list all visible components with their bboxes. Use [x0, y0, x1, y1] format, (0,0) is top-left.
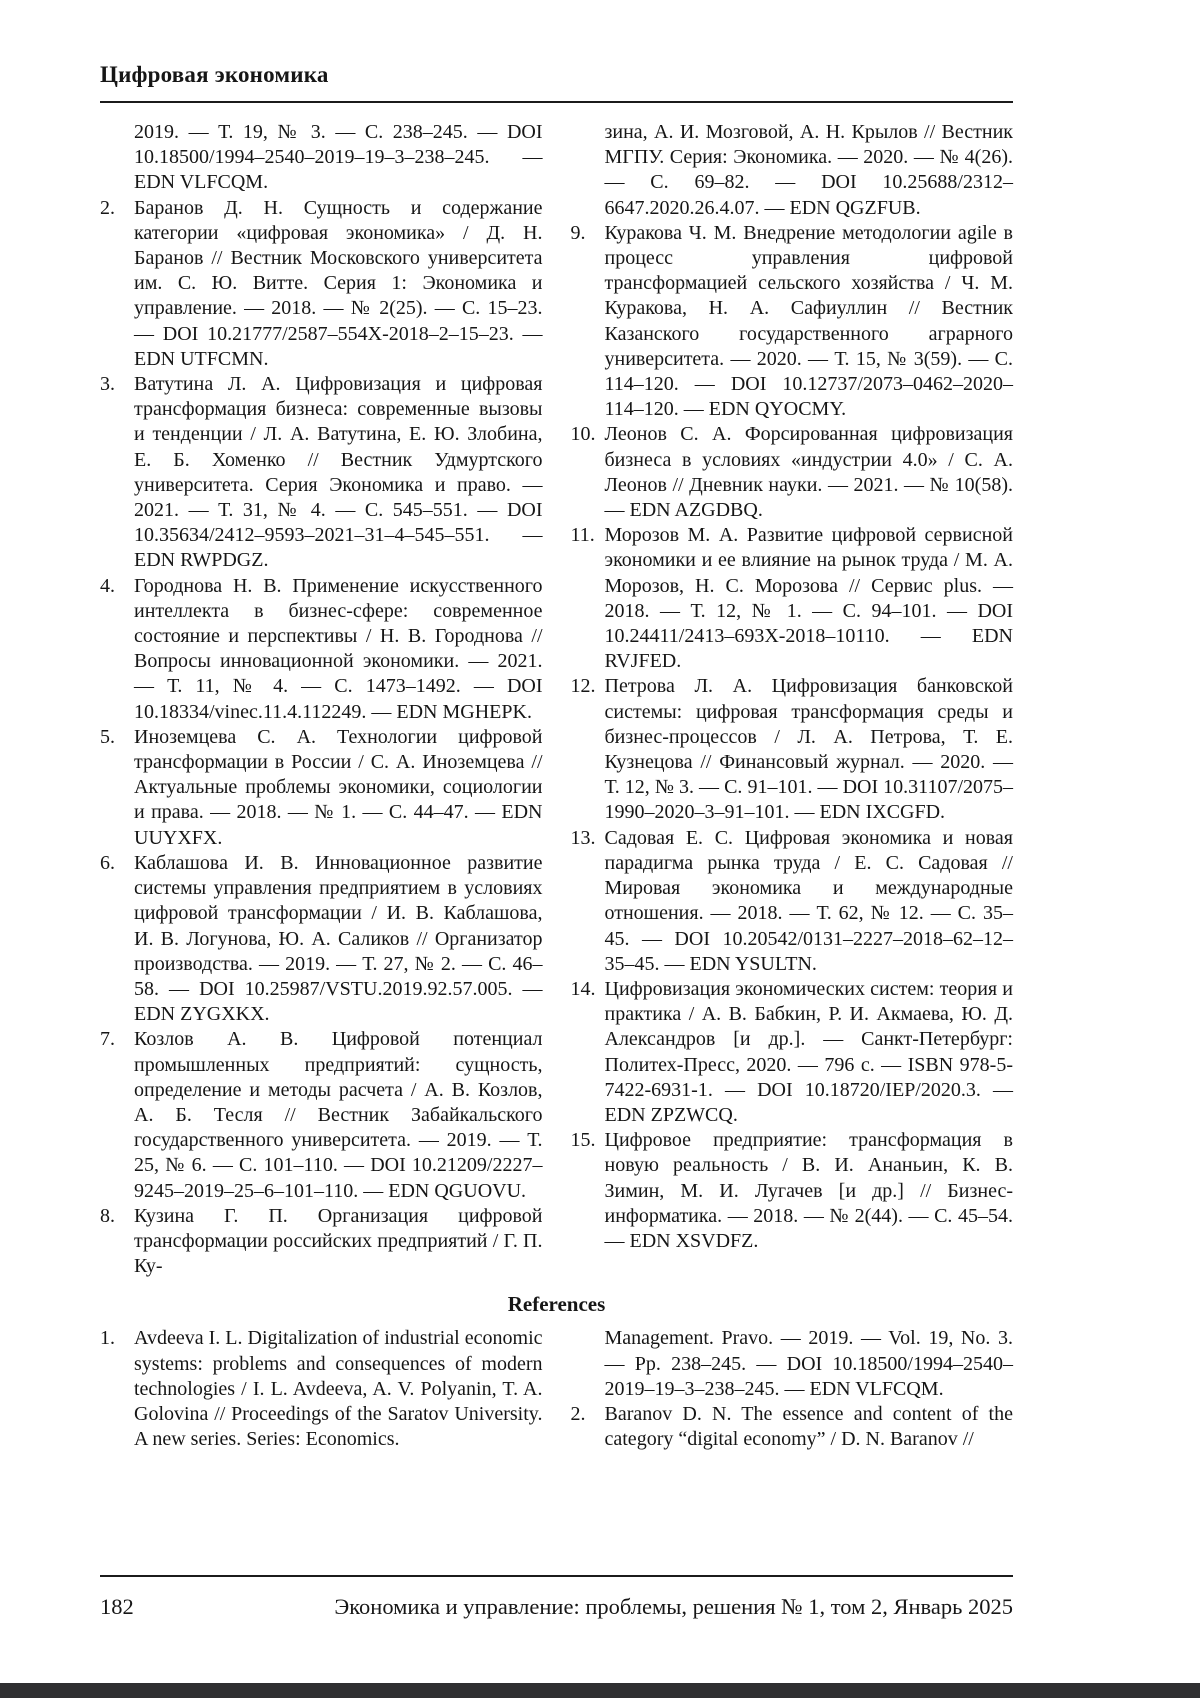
reference-number: 5.	[100, 725, 115, 748]
page-number: 182	[100, 1594, 134, 1619]
reference-entry	[571, 674, 1014, 825]
reference-text: Куракова Ч. М. Внедрение методологии agile в процесс управления цифровой трансформацией сельского хозяйства / Ч. М. Куракова, Н. А. Сафиуллин // Вестник Казанского государственного аграрного университета. — 2020. — Т. 15, № 3(59). — С. 114–120. — DOI 10.12737/2073–0462–2020–114–120. — EDN QYOCMY.	[604, 221, 1013, 421]
reference-text: Цифровое предприятие: трансформация в новую реальность / В. И. Ананьин, К. В. Зимин, М. И. Лугачев [и др.] // Бизнес-информатика. — 2018. — № 2(44). — С. 45–54. — EDN XSVDFZ.	[604, 1129, 1013, 1252]
left-column	[100, 1326, 543, 1452]
page-footer	[100, 1575, 1013, 1620]
reference-text: Каблашова И. В. Инновационное развитие системы управления предприятием в условиях цифровой трансформации / И. В. Каблашова, И. В. Логунова, Ю. А. Саликов // Организатор производства. — 2019. — Т. 27, № 2. — С. 46–58. — DOI 10.25987/VSTU.2019.92.57.005. — EDN ZYGXKX.	[134, 851, 543, 1026]
reference-number: 6.	[100, 851, 115, 874]
reference-text: Кузина Г. П. Организация цифровой трансформации российских предприятий / Г. П. Ку-	[134, 1204, 543, 1278]
reference-text: Петрова Л. А. Цифровизация банковской системы: цифровая трансформация среды и бизнес-процессов / Л. А. Петрова, Т. Е. Кузнецова // Финансовый журнал. — 2020. — Т. 12, № 3. — С. 91–101. — DOI 10.31107/2075–1990–2020–3–91–101. — EDN IXCGFD.	[604, 675, 1013, 824]
reference-text: Ватутина Л. А. Цифровизация и цифровая трансформация бизнеса: современные вызовы и тенденции / Л. А. Ватутина, Е. Ю. Злобина, Е. Б. Хоменко // Вестник Удмуртского университета. Серия Экономика и право. — 2021. — Т. 31, № 4. — С. 545–551. — DOI 10.35634/2412–9593–2021–31–4–545–551. — EDN RWPDGZ.	[134, 373, 543, 572]
reference-number: 4.	[100, 574, 115, 597]
reference-text: Иноземцева С. А. Технологии цифровой трансформации в России / С. А. Иноземцева // Актуальные проблемы экономики, социологии и права. — 2018. — № 1. — С. 44–47. — EDN UUYXFX.	[134, 725, 543, 849]
reference-entry	[571, 221, 1014, 423]
reference-number: 2.	[570, 1402, 586, 1425]
reference-text: Management. Pravo. — 2019. — Vol. 19, No. 3. — Pp. 238–245. — DOI 10.18500/1994–2540–2019–19–3–238–245. — EDN VLFCQM.	[604, 1327, 1013, 1400]
right-column	[571, 120, 1014, 1279]
reference-text: зина, А. И. Мозговой, А. Н. Крылов // Вестник МГПУ. Серия: Экономика. — 2020. — № 4(26). — С. 69–82. — DOI 10.25688/2312–6647.2020.26.4.07. — EDN QGZFUB.	[604, 121, 1013, 219]
reference-number: 11.	[570, 524, 595, 547]
reference-entry	[571, 977, 1014, 1128]
reference-number: 7.	[100, 1028, 115, 1051]
reference-number: 15.	[570, 1129, 596, 1152]
reference-number: 2.	[100, 196, 115, 219]
reference-entry	[571, 1326, 1014, 1402]
reference-text: 2019. — Т. 19, № 3. — С. 238–245. — DOI 10.18500/1994–2540–2019–19–3–238–245. — EDN VLFCQM.	[134, 121, 543, 194]
footer-rule	[100, 1575, 1013, 1577]
bibliography-russian-section	[100, 120, 1013, 1279]
right-column	[571, 1326, 1014, 1452]
reference-entry	[571, 826, 1014, 977]
reference-entry	[100, 372, 543, 574]
reference-entry	[100, 574, 543, 725]
references-heading: References	[507, 1292, 606, 1317]
page-title: Цифровая экономика	[100, 62, 329, 87]
left-column	[100, 120, 543, 1279]
reference-text: Цифровизация экономических систем: теория и практика / А. В. Бабкин, Р. И. Акмаева, Ю. Д. Александров [и др.]. — Санкт-Петербург: Политех-Пресс, 2020. — 796 с. — ISBN 978-5-7422-6931-1. — DOI 10.18720/IEP/2020.3. — EDN ZPZWCQ.	[604, 977, 1013, 1126]
reference-text: Козлов А. В. Цифровой потенциал промышленных предприятий: сущность, определение и методы расчета / А. В. Козлов, А. Б. Тесля // Вестник Забайкальского государственного университета. — 2019. — Т. 25, № 6. — С. 101–110. — DOI 10.21209/2227–9245–2019–25–6–101–110. — EDN QGUOVU.	[134, 1028, 543, 1202]
reference-number: 1.	[100, 1327, 115, 1350]
bibliography-english-section	[100, 1326, 1013, 1452]
reference-entry	[571, 1128, 1014, 1254]
reference-entry	[100, 725, 543, 851]
reference-number: 3.	[100, 373, 115, 396]
reference-entry	[571, 1402, 1014, 1452]
reference-text: Городнова Н. В. Применение искусственного интеллекта в бизнес-сфере: современное состояние и перспективы / Н. В. Городнова // Вопросы инновационной экономики. — 2021. — Т. 11, № 4. — С. 1473–1492. — DOI 10.18334/vinec.11.4.112249. — EDN MGHEPK.	[134, 574, 543, 723]
reference-text: Avdeeva I. L. Digitalization of industrial economic systems: problems and consequences of modern technologies / I. L. Avdeeva, A. V. Polyanin, T. A. Golovina // Proceedings of the Saratov University. A new series. Series: Economics.	[134, 1327, 543, 1451]
reference-entry	[571, 120, 1014, 221]
reference-entry	[100, 851, 543, 1027]
reference-entry	[100, 1204, 543, 1280]
reference-entry	[100, 1326, 543, 1452]
scan-edge-bar	[0, 1683, 1200, 1698]
reference-number: 8.	[100, 1204, 115, 1227]
reference-text: Baranov D. N. The essence and content of the category “digital economy” / D. N. Baranov //	[604, 1402, 1013, 1451]
reference-number: 12.	[570, 675, 596, 698]
reference-entry	[571, 422, 1014, 523]
reference-text: Морозов М. А. Развитие цифровой сервисной экономики и ее влияние на рынок труда / М. А. Морозов, Н. С. Морозова // Сервис plus. — 2018. — Т. 12, № 1. — С. 94–101. — DOI 10.24411/2413–693X-2018–10110. — EDN RVJFED.	[604, 524, 1013, 673]
reference-text: Садовая Е. С. Цифровая экономика и новая парадигма рынка труда / Е. С. Садовая // Мировая экономика и международные отношения. — 2018. — Т. 62, № 12. — С. 35–45. — DOI 10.20542/0131–2227–2018–62–12–35–45. — EDN YSULTN.	[604, 826, 1013, 975]
reference-text: Леонов С. А. Форсированная цифровизация бизнеса в условиях «индустрии 4.0» / С. А. Леонов // Дневник науки. — 2021. — № 10(58). — EDN AZGDBQ.	[604, 423, 1013, 522]
reference-text: Баранов Д. Н. Сущность и содержание категории «цифровая экономика» / Д. Н. Баранов // Вестник Московского университета им. С. Ю. Витте. Серия 1: Экономика и управление. — 2018. — № 2(25). — С. 15–23. — DOI 10.21777/2587–554X-2018–2–15–23. — EDN UTFCMN.	[134, 196, 543, 370]
reference-entry	[100, 196, 543, 372]
journal-footer-line: Экономика и управление: проблемы, решения № 1, том 2, Январь 2025	[334, 1594, 1013, 1619]
reference-entry	[571, 523, 1014, 674]
reference-number: 14.	[570, 977, 596, 1000]
reference-entry	[100, 120, 543, 196]
header-rule	[100, 101, 1013, 103]
reference-number: 10.	[570, 423, 596, 446]
reference-number: 13.	[570, 826, 596, 849]
reference-number: 9.	[570, 221, 586, 244]
reference-entry	[100, 1027, 543, 1203]
